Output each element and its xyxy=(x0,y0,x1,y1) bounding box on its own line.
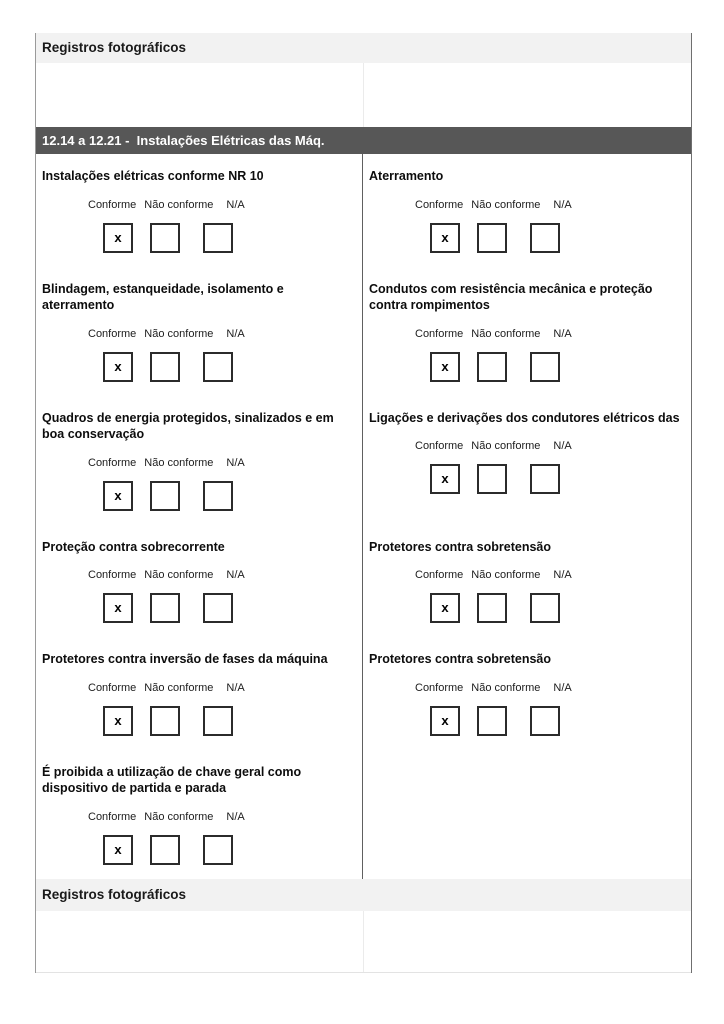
item-title: Aterramento xyxy=(369,169,444,183)
photo-records-header-bottom: Registros fotográficos xyxy=(36,879,691,911)
label-conforme: Conforme xyxy=(88,569,137,581)
checkbox-row xyxy=(430,593,691,623)
checkbox-conforme[interactable] xyxy=(103,481,133,511)
label-nao-conforme: Não conforme xyxy=(144,456,214,469)
check-mark: x xyxy=(441,600,449,615)
checklist-grid xyxy=(36,154,691,879)
checkbox-na[interactable] xyxy=(530,352,560,382)
label-conforme: Conforme xyxy=(415,681,464,694)
option-labels xyxy=(88,328,362,340)
checkbox-na[interactable] xyxy=(203,593,233,623)
label-na: N/A xyxy=(226,569,245,581)
checkbox-nao-conforme[interactable] xyxy=(477,352,507,382)
label-nao-conforme: Não conforme xyxy=(471,198,541,211)
checklist-item xyxy=(36,525,363,638)
checkbox-nao-conforme[interactable] xyxy=(477,593,507,623)
option-labels xyxy=(415,199,691,211)
checkbox-row xyxy=(103,593,362,623)
checkbox-nao-conforme[interactable] xyxy=(150,593,180,623)
checkbox-conforme[interactable] xyxy=(103,835,133,865)
checkbox-row xyxy=(430,223,691,253)
checkbox-conforme[interactable] xyxy=(103,593,133,623)
checkbox-na[interactable] xyxy=(203,706,233,736)
item-title: Condutos com resistência mecânica e proteção contra rompimentos xyxy=(369,281,653,312)
checklist-item xyxy=(36,637,363,750)
option-labels xyxy=(88,199,362,211)
label-na: N/A xyxy=(226,456,245,469)
option-labels xyxy=(415,440,691,452)
checkbox-row xyxy=(103,706,362,736)
label-conforme: Conforme xyxy=(415,198,464,211)
checkbox-na[interactable] xyxy=(203,481,233,511)
item-title: Protetores contra inversão de fases da máquina xyxy=(42,652,328,666)
item-title: Quadros de energia protegidos, sinalizados e em boa conservação xyxy=(42,410,334,441)
check-mark: x xyxy=(441,471,449,486)
label-na: N/A xyxy=(226,198,245,211)
checkbox-conforme[interactable] xyxy=(430,464,460,494)
label-na: N/A xyxy=(226,327,245,340)
item-title: Protetores contra sobretensão xyxy=(369,652,551,666)
checklist-item xyxy=(363,396,691,525)
photo-area-divider xyxy=(363,911,364,972)
checkbox-nao-conforme[interactable] xyxy=(150,223,180,253)
label-conforme: Conforme xyxy=(415,440,464,452)
checkbox-row xyxy=(430,706,691,736)
label-na: N/A xyxy=(553,440,572,452)
checkbox-conforme[interactable] xyxy=(103,223,133,253)
label-nao-conforme: Não conforme xyxy=(471,327,541,340)
item-title: Protetores contra sobretensão xyxy=(369,539,551,554)
checklist-item xyxy=(363,525,691,638)
check-mark: x xyxy=(114,487,122,503)
checklist-item xyxy=(36,154,363,267)
checkbox-nao-conforme[interactable] xyxy=(150,352,180,382)
checklist-item xyxy=(363,154,691,267)
check-mark: x xyxy=(441,229,449,245)
label-na: N/A xyxy=(226,681,245,694)
option-labels xyxy=(415,569,691,581)
check-mark: x xyxy=(114,229,122,245)
label-nao-conforme: Não conforme xyxy=(471,569,541,581)
label-conforme: Conforme xyxy=(88,681,137,694)
checkbox-row xyxy=(430,352,691,382)
label-na: N/A xyxy=(553,327,572,340)
label-conforme: Conforme xyxy=(415,327,464,340)
label-na: N/A xyxy=(226,810,245,823)
photo-area-divider xyxy=(363,63,364,127)
option-labels xyxy=(88,569,362,581)
check-mark: x xyxy=(114,600,122,615)
checkbox-nao-conforme[interactable] xyxy=(477,223,507,253)
label-nao-conforme: Não conforme xyxy=(471,440,541,452)
checkbox-na[interactable] xyxy=(530,593,560,623)
checklist-item xyxy=(36,750,363,879)
label-na: N/A xyxy=(553,198,572,211)
checkbox-nao-conforme[interactable] xyxy=(477,464,507,494)
checkbox-nao-conforme[interactable] xyxy=(477,706,507,736)
check-mark: x xyxy=(441,358,449,374)
check-mark: x xyxy=(441,712,449,728)
label-conforme: Conforme xyxy=(415,569,464,581)
checkbox-row xyxy=(103,223,362,253)
option-labels xyxy=(88,811,362,823)
item-title: Proteção contra sobrecorrente xyxy=(42,539,225,554)
check-mark: x xyxy=(114,712,122,728)
checkbox-na[interactable] xyxy=(530,706,560,736)
photo-records-area-top xyxy=(36,63,691,127)
checklist-item xyxy=(36,267,363,396)
photo-records-header-top: Registros fotográficos xyxy=(36,33,691,63)
section-title-bar: 12.14 a 12.21 - Instalações Elétricas das Máq. xyxy=(36,127,691,154)
checklist-item xyxy=(36,396,363,525)
checkbox-conforme[interactable] xyxy=(430,223,460,253)
checkbox-nao-conforme[interactable] xyxy=(150,481,180,511)
label-nao-conforme: Não conforme xyxy=(144,681,214,694)
check-mark: x xyxy=(114,358,122,374)
checkbox-row xyxy=(103,481,362,511)
checkbox-nao-conforme[interactable] xyxy=(150,706,180,736)
checkbox-row xyxy=(430,464,691,494)
label-nao-conforme: Não conforme xyxy=(144,569,214,581)
checkbox-conforme[interactable] xyxy=(430,352,460,382)
checklist-empty-cell xyxy=(363,750,691,879)
label-conforme: Conforme xyxy=(88,327,137,340)
label-na: N/A xyxy=(553,681,572,694)
option-labels xyxy=(88,457,362,469)
option-labels xyxy=(415,328,691,340)
checkbox-na[interactable] xyxy=(203,835,233,865)
label-nao-conforme: Não conforme xyxy=(144,327,214,340)
label-nao-conforme: Não conforme xyxy=(471,681,541,694)
photo-records-area-bottom xyxy=(36,911,691,973)
item-title: Instalações elétricas conforme NR 10 xyxy=(42,169,264,183)
item-title: Ligações e derivações dos condutores elétricos das xyxy=(369,410,680,425)
item-title: Blindagem, estanqueidade, isolamento e aterramento xyxy=(42,281,284,312)
checkbox-conforme[interactable] xyxy=(430,593,460,623)
checkbox-na[interactable] xyxy=(530,464,560,494)
checkbox-nao-conforme[interactable] xyxy=(150,835,180,865)
checkbox-conforme[interactable] xyxy=(103,706,133,736)
checkbox-na[interactable] xyxy=(203,352,233,382)
check-mark: x xyxy=(114,841,122,857)
label-na: N/A xyxy=(553,569,572,581)
label-conforme: Conforme xyxy=(88,198,137,211)
checkbox-na[interactable] xyxy=(203,223,233,253)
checkbox-row xyxy=(103,352,362,382)
checkbox-na[interactable] xyxy=(530,223,560,253)
checkbox-conforme[interactable] xyxy=(103,352,133,382)
option-labels xyxy=(88,682,362,694)
checkbox-conforme[interactable] xyxy=(430,706,460,736)
label-conforme: Conforme xyxy=(88,456,137,469)
checklist-item xyxy=(363,637,691,750)
label-nao-conforme: Não conforme xyxy=(144,198,214,211)
label-nao-conforme: Não conforme xyxy=(144,810,214,823)
option-labels xyxy=(415,682,691,694)
label-conforme: Conforme xyxy=(88,810,137,823)
form-sheet xyxy=(35,33,692,973)
item-title: É proibida a utilização de chave geral como dispositivo de partida e parada xyxy=(42,764,302,795)
checkbox-row xyxy=(103,835,362,865)
checklist-item xyxy=(363,267,691,396)
